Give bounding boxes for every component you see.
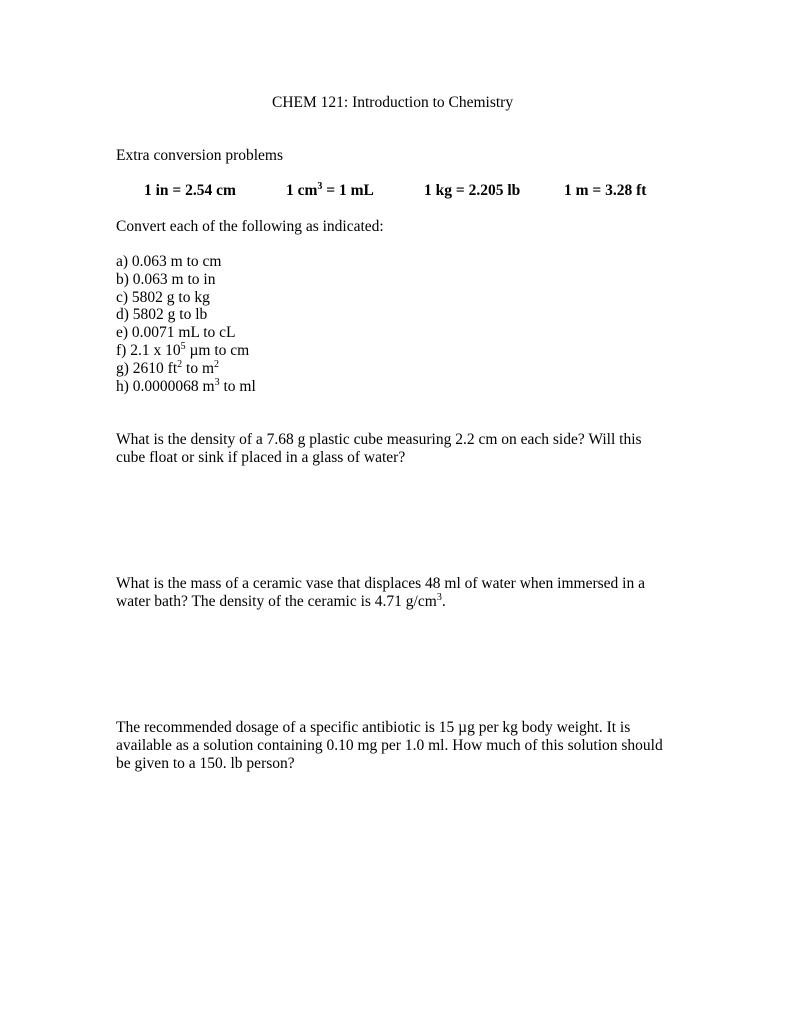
problem-text: d) 5802 g to lb [116, 306, 208, 324]
problem-text: to ml [219, 377, 256, 395]
section-subtitle: Extra conversion problems [116, 147, 284, 164]
problem-text: a) 0.063 m to cm [116, 253, 222, 270]
conversion-kg-lb [424, 182, 520, 200]
superscript: 3 [214, 376, 220, 388]
conversion-m-ft [564, 182, 646, 200]
dosage-question-line3: be given to a 150. lb person? [116, 755, 295, 772]
superscript: 3 [317, 180, 323, 192]
list-item [116, 271, 256, 289]
list-item [116, 378, 256, 396]
list-item [116, 342, 256, 360]
problem-text: µm to cm [185, 341, 250, 359]
problem-text: g) 2610 ft [116, 359, 178, 377]
problem-text: e) 0.0071 mL to cL [116, 324, 236, 342]
problem-list [116, 253, 256, 395]
problem-text: f) 2.1 x 10 [116, 341, 181, 359]
list-item [116, 306, 256, 324]
dosage-question-line1: The recommended dosage of a specific antibiotic is 15 µg per kg body weight. It is [116, 719, 631, 736]
mass-question-line2 [116, 593, 446, 611]
superscript: 2 [177, 358, 183, 370]
page-title: CHEM 121: Introduction to Chemistry [272, 94, 514, 111]
superscript: 5 [180, 340, 186, 352]
problem-text: c) 5802 g to kg [116, 288, 210, 306]
problem-text: to m [182, 359, 215, 377]
list-item [116, 324, 256, 342]
conversion-cm3-ml [286, 182, 374, 200]
problem-text: b) 0.063 m to in [116, 270, 216, 288]
question-text: water bath? The density of the ceramic is 4.71 g/cm [116, 593, 437, 610]
conversion-text: 1 m = 3.28 ft [564, 182, 647, 199]
superscript: 3 [436, 591, 442, 603]
conversion-text: = 1 mL [322, 182, 374, 199]
conversion-text: 1 kg = 2.205 lb [424, 182, 521, 199]
density-question-line1: What is the density of a 7.68 g plastic cube measuring 2.2 cm on each side? Will this [116, 431, 642, 448]
list-item [116, 289, 256, 307]
list-item [116, 360, 256, 378]
density-question-line2: cube float or sink if placed in a glass of water? [116, 449, 406, 466]
conversion-text: 1 cm [286, 182, 318, 199]
list-item [116, 253, 256, 271]
mass-question-line1: What is the mass of a ceramic vase that displaces 48 ml of water when immersed in a [116, 575, 645, 592]
problem-text: h) 0.0000068 m [116, 377, 215, 395]
question-text: . [441, 593, 446, 610]
superscript: 2 [214, 358, 220, 370]
conversion-inch-cm [144, 182, 236, 200]
instruction-text: Convert each of the following as indicated: [116, 218, 384, 235]
conversion-text: 1 in = 2.54 cm [144, 182, 236, 199]
dosage-question-line2: available as a solution containing 0.10 mg per 1.0 ml. How much of this solution should [116, 737, 663, 754]
